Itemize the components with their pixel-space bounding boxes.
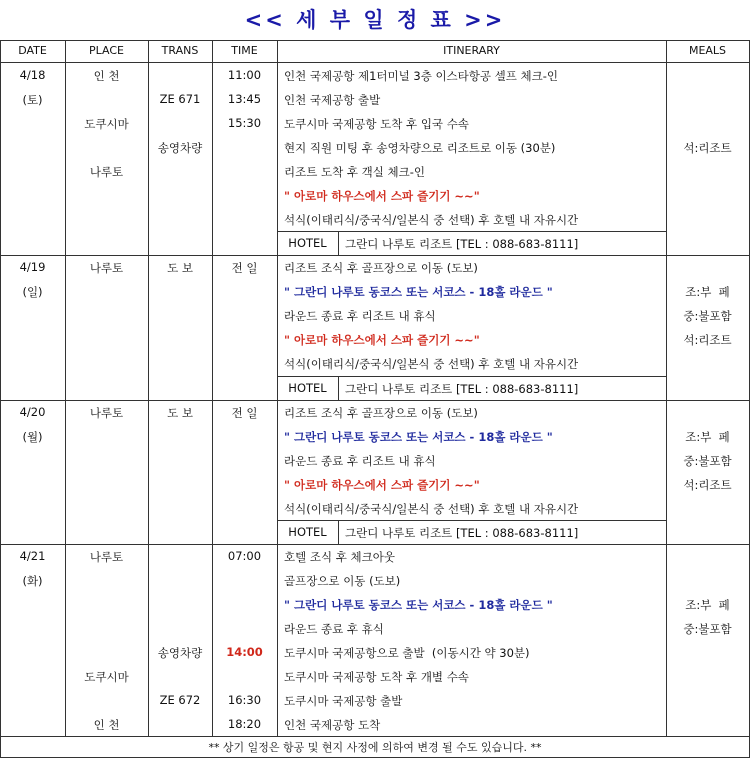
header-meals: MEALS <box>688 44 727 57</box>
itinerary-table <box>0 40 750 759</box>
day3-hotel: 그란디 나루토 리조트 [TEL : 088-683-8111] <box>345 526 579 540</box>
day1-weekday: (토) <box>22 93 43 107</box>
day4-line: 인천 국제공항 도착 <box>284 718 381 732</box>
day3-meal: 중:불포함 <box>683 454 732 468</box>
header-time: TIME <box>231 44 258 57</box>
day4-line: 도쿠시마 국제공항 도착 후 개별 수속 <box>284 670 469 684</box>
day1-line: 현지 직원 미팅 후 송영차량으로 리조트로 이동 (30분) <box>284 141 556 155</box>
day3-date: 4/20 <box>19 405 46 419</box>
day1-hotel-label: HOTEL <box>288 236 327 250</box>
day1-transfer: 송영차량 <box>157 141 203 155</box>
day4-line: 골프장으로 이동 (도보) <box>284 574 401 588</box>
col-divider-date <box>65 40 66 736</box>
day2-spa-highlight: " 아로마 하우스에서 스파 즐기기 ~~" <box>284 333 480 347</box>
header-place: PLACE <box>89 44 124 57</box>
day4-time: 18:20 <box>227 717 262 731</box>
day1-line: 도쿠시마 국제공항 도착 후 입국 수속 <box>284 117 469 131</box>
day2-weekday: (일) <box>22 285 43 299</box>
footer-divider <box>0 736 749 737</box>
table-border-bottom <box>0 757 749 758</box>
day3-line: 석식(이태리식/중국식/일본식 중 선택) 후 호텔 내 자유시간 <box>284 502 579 516</box>
page-title: << 세 부 일 정 표 >> <box>244 8 506 32</box>
header-divider <box>0 62 749 63</box>
day2-meal: 석:리조트 <box>683 333 732 347</box>
day4-place: 도쿠시마 <box>84 670 129 684</box>
day4-time: 07:00 <box>227 549 262 563</box>
day2-golf-highlight: " 그란디 나루토 동코스 또는 서코스 - 18홀 라운드 " <box>284 285 553 299</box>
col-divider-trans <box>212 40 213 736</box>
day3-meal: 석:리조트 <box>683 478 732 492</box>
day3-spa-highlight: " 아로마 하우스에서 스파 즐기기 ~~" <box>284 478 480 492</box>
day3-place: 나루토 <box>89 406 124 420</box>
day4-line: 도쿠시마 국제공항 출발 <box>284 694 403 708</box>
day4-place: 인 천 <box>93 718 120 732</box>
day2-meal: 조:부 페 <box>685 285 730 299</box>
day1-line: 인천 국제공항 제1터미널 3층 이스타항공 셀프 체크-인 <box>284 69 559 83</box>
day1-place: 도쿠시마 <box>84 117 129 131</box>
day2-hotel-label: HOTEL <box>288 381 327 395</box>
day2-line: 석식(이태리식/중국식/일본식 중 선택) 후 호텔 내 자유시간 <box>284 357 579 371</box>
day2-time: 전 일 <box>231 261 258 275</box>
day2-date: 4/19 <box>19 260 46 274</box>
day1-flight: ZE 671 <box>159 92 201 106</box>
table-border-top <box>0 40 749 41</box>
day3-time: 전 일 <box>231 406 258 420</box>
day2-meal: 중:불포함 <box>683 309 732 323</box>
day4-place: 나루토 <box>89 550 124 564</box>
day4-golf-highlight: " 그란디 나루토 동코스 또는 서코스 - 18홀 라운드 " <box>284 598 553 612</box>
day1-line: 석식(이태리식/중국식/일본식 중 선택) 후 호텔 내 자유시간 <box>284 213 579 227</box>
day1-date: 4/18 <box>19 68 46 82</box>
day4-line: 도쿠시마 국제공항으로 출발 (이동시간 약 30분) <box>284 646 530 660</box>
header-trans: TRANS <box>161 44 199 57</box>
day-divider-1 <box>0 255 749 256</box>
hotel-divider-day2 <box>277 376 666 377</box>
day3-weekday: (월) <box>22 430 43 444</box>
day1-place: 나루토 <box>89 165 124 179</box>
day1-time: 11:00 <box>227 68 262 82</box>
day2-hotel: 그란디 나루토 리조트 [TEL : 088-683-8111] <box>345 382 579 396</box>
day3-line: 라운드 종료 후 리조트 내 휴식 <box>284 454 436 468</box>
day3-line: 리조트 조식 후 골프장으로 이동 (도보) <box>284 406 478 420</box>
day-divider-2 <box>0 400 749 401</box>
day3-trans: 도 보 <box>167 406 193 420</box>
day4-weekday: (화) <box>22 574 43 588</box>
day2-place: 나루토 <box>89 261 124 275</box>
table-border-left <box>0 40 1 758</box>
hotel-split-day2 <box>338 376 339 400</box>
day1-time: 13:45 <box>227 92 262 106</box>
day4-time: 16:30 <box>227 693 262 707</box>
day1-place: 인 천 <box>93 69 120 83</box>
day4-line: 라운드 종료 후 휴식 <box>284 622 384 636</box>
header-date: DATE <box>18 44 47 57</box>
day1-meal: 석:리조트 <box>683 141 732 155</box>
header-itinerary: ITINERARY <box>443 44 500 57</box>
day4-date: 4/21 <box>19 549 46 563</box>
day1-hotel: 그란디 나루토 리조트 [TEL : 088-683-8111] <box>345 237 579 251</box>
day4-departure-time: 14:00 <box>226 645 263 659</box>
day2-line: 리조트 조식 후 골프장으로 이동 (도보) <box>284 261 478 275</box>
day3-meal: 조:부 페 <box>685 430 730 444</box>
day4-line: 호텔 조식 후 체크아웃 <box>284 550 395 564</box>
day4-meal: 조:부 페 <box>685 598 730 612</box>
day1-spa-highlight: " 아로마 하우스에서 스파 즐기기 ~~" <box>284 189 480 203</box>
day4-meal: 중:불포함 <box>683 622 732 636</box>
day3-hotel-label: HOTEL <box>288 525 327 539</box>
day2-trans: 도 보 <box>167 261 193 275</box>
day2-line: 라운드 종료 후 리조트 내 휴식 <box>284 309 436 323</box>
day1-line: 리조트 도착 후 객실 체크-인 <box>284 165 425 179</box>
hotel-split-day3 <box>338 520 339 544</box>
hotel-split-day1 <box>338 231 339 255</box>
hotel-divider-day3 <box>277 520 666 521</box>
day1-line: 인천 국제공항 출발 <box>284 93 381 107</box>
day3-golf-highlight: " 그란디 나루토 동코스 또는 서코스 - 18홀 라운드 " <box>284 430 553 444</box>
footer-note: ** 상기 일정은 항공 및 현지 사정에 의하여 변경 될 수도 있습니다. ** <box>208 741 542 754</box>
day-divider-3 <box>0 544 749 545</box>
day1-time: 15:30 <box>227 116 262 130</box>
hotel-divider-day1 <box>277 231 666 232</box>
day4-transfer: 송영차량 <box>157 646 203 660</box>
day4-flight: ZE 672 <box>159 693 201 707</box>
